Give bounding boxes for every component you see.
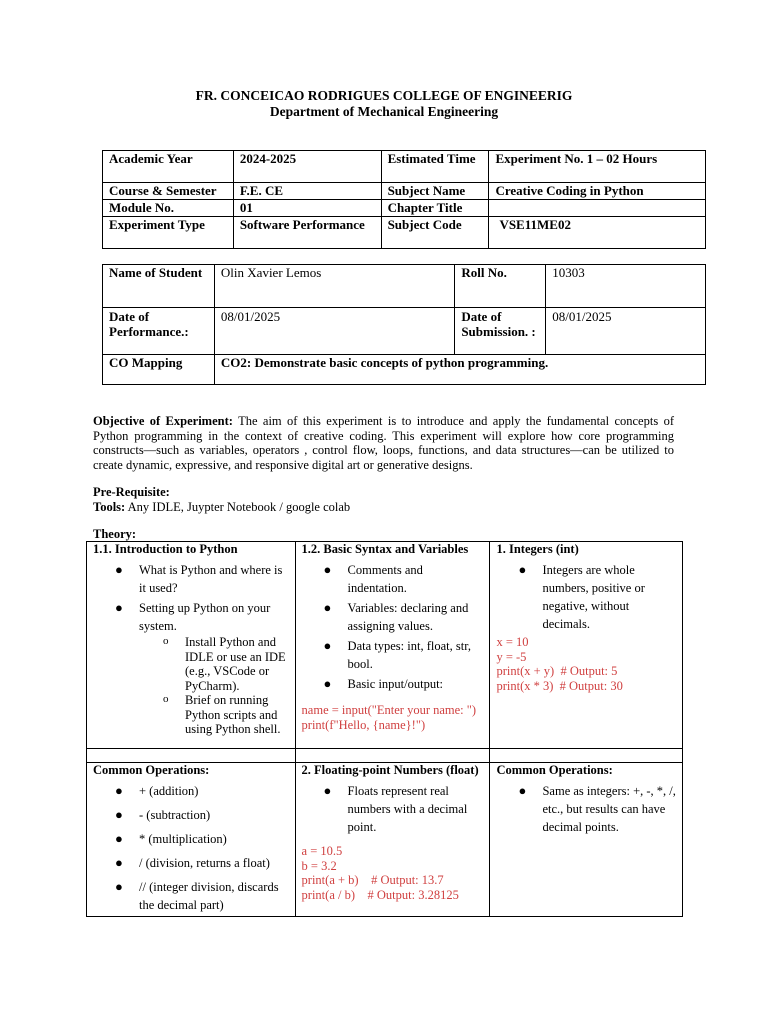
tools-label: Tools:: [93, 500, 126, 514]
code-line: a = 10.5: [301, 844, 343, 858]
code-line: print(x * 3) # Output: 30: [496, 678, 623, 693]
empty-cell: [295, 749, 490, 763]
student-info-table: [102, 264, 706, 385]
list-item: ● What is Python and where is it used?: [93, 561, 289, 597]
college-name: FR. CONCEICAO RODRIGUES COLLEGE OF ENGINEERIG: [195, 88, 573, 103]
code-line: b = 3.2: [301, 858, 337, 873]
chapter-title-value: [489, 200, 706, 217]
co-mapping-value: CO2: Demonstrate basic concepts of python programming.: [214, 355, 705, 385]
integers-list: [496, 561, 676, 633]
list-item: ● * (multiplication): [93, 830, 289, 848]
objective-label: Objective of Experiment:: [93, 414, 233, 428]
theory-label: Theory:: [93, 527, 137, 541]
experiment-number: Experiment No. 1 – 02 Hours: [489, 151, 706, 183]
academic-year-label: Academic Year: [103, 151, 234, 183]
theory-table: [86, 541, 683, 917]
integers-title: 1. Integers (int): [496, 542, 579, 556]
float-ops-title: Common Operations:: [496, 763, 613, 777]
theory-cell-floats: [295, 763, 490, 917]
list-item: ● Basic input/output:: [302, 675, 484, 693]
student-name-label: Name of Student: [103, 265, 215, 308]
list-item: ● // (integer division, discards the decimal part): [93, 878, 289, 914]
syntax-title: 1.2. Basic Syntax and Variables: [301, 542, 469, 556]
intro-title: 1.1. Introduction to Python: [93, 542, 238, 556]
prerequisite-section: [93, 485, 350, 515]
sub-list-item: o Brief on running Python scripts and using Python shell.: [139, 693, 289, 737]
list-item: ● - (subtraction): [93, 806, 289, 824]
list-item: ● + (addition): [93, 782, 289, 800]
int-ops-title: Common Operations:: [93, 763, 210, 777]
experiment-info-table: [102, 150, 706, 249]
intro-list: [93, 561, 289, 737]
list-item: ● Variables: declaring and assigning values.: [302, 599, 484, 635]
syntax-list: [302, 561, 484, 693]
code-line: y = -5: [496, 649, 527, 664]
sub-list: [139, 635, 289, 737]
theory-cell-intro: [87, 542, 296, 749]
floats-list: [302, 782, 484, 836]
date-of-submission-value: 08/01/2025: [546, 308, 706, 355]
list-item: ● Setting up Python on your system. o Install Python and IDLE or use an IDE (e.g., VSCode or PyCharm). o Brief on running Python scripts and using Python shell.: [93, 599, 289, 737]
code-line: print(a + b) # Output: 13.7: [301, 873, 444, 887]
theory-cell-int-ops: [87, 763, 296, 917]
code-line: print(f"Hello, {name}!"): [301, 717, 426, 732]
academic-year-value: 2024-2025: [233, 151, 381, 183]
estimated-time-label: Estimated Time: [381, 151, 489, 183]
roll-no-label: Roll No.: [455, 265, 546, 308]
empty-cell: [490, 749, 683, 763]
experiment-type-label: Experiment Type: [103, 217, 234, 249]
code-line: x = 10: [496, 635, 529, 649]
sub-list-item: o Install Python and IDLE or use an IDE (e.g., VSCode or PyCharm).: [139, 635, 289, 693]
experiment-type-value: Software Performance: [233, 217, 381, 249]
list-item: ● Floats represent real numbers with a decimal point.: [302, 782, 484, 836]
chapter-title-label: Chapter Title: [381, 200, 489, 217]
subject-code-value: VSE11ME02: [489, 217, 706, 249]
co-mapping-label: CO Mapping: [103, 355, 215, 385]
list-item: ● / (division, returns a float): [93, 854, 289, 872]
empty-cell: [87, 749, 296, 763]
subject-code-label: Subject Code: [381, 217, 489, 249]
roll-no-value: 10303: [546, 265, 706, 308]
code-line: print(x + y) # Output: 5: [496, 664, 618, 678]
module-value: 01: [233, 200, 381, 217]
subject-name-value: Creative Coding in Python: [489, 183, 706, 200]
theory-cell-syntax: [295, 542, 490, 749]
module-label: Module No.: [103, 200, 234, 217]
prerequisite-label: Pre-Requisite:: [93, 485, 170, 499]
tools-value: Any IDLE, Juypter Notebook / google colab: [125, 500, 351, 514]
float-ops-list: [496, 782, 676, 836]
student-name-value: Olin Xavier Lemos: [214, 265, 454, 308]
date-of-performance-value: 08/01/2025: [214, 308, 454, 355]
course-label: Course & Semester: [103, 183, 234, 200]
list-item: ● Comments and indentation.: [302, 561, 484, 597]
course-value: F.E. CE: [233, 183, 381, 200]
subject-name-label: Subject Name: [381, 183, 489, 200]
int-ops-list: [93, 782, 289, 914]
department-name: Department of Mechanical Engineering: [269, 104, 499, 119]
date-of-performance-label: Date of Performance.:: [103, 308, 215, 355]
list-item: ● Data types: int, float, str, bool.: [302, 637, 484, 673]
code-line: name = input("Enter your name: "): [301, 703, 477, 717]
objective-paragraph: [93, 414, 674, 472]
list-item: ● Same as integers: +, -, *, /, etc., but results can have decimal points.: [496, 782, 676, 836]
theory-cell-float-ops: [490, 763, 683, 917]
code-line: print(a / b) # Output: 3.28125: [301, 887, 459, 902]
theory-cell-integers: [490, 542, 683, 749]
objective-text: The aim of this experiment is to introduce and apply the fundamental concepts of Python programming in the context of creative coding. This experiment will explore how core programming constructs—such as variables, operators , control flow, loops, functions, and data structures—can be utilized to create dynamic, expressive, and responsive digital art or generative designs.: [93, 414, 674, 472]
date-of-submission-label: Date of Submission. :: [455, 308, 546, 355]
floats-title: 2. Floating-point Numbers (float): [301, 763, 479, 777]
list-item: ● Integers are whole numbers, positive or negative, without decimals.: [496, 561, 676, 633]
